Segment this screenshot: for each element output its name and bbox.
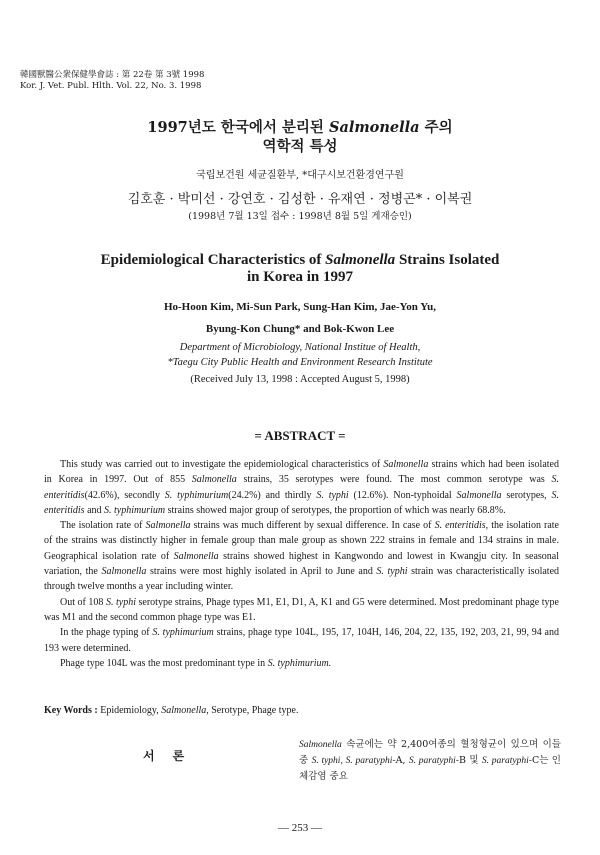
english-authors	[0, 296, 600, 340]
journal-header	[20, 70, 204, 92]
english-affiliation-line2: *Taegu City Public Health and Environment Research Institute	[167, 357, 433, 368]
english-affiliation	[0, 340, 600, 370]
italic-run: S. typhimurium	[152, 627, 214, 639]
abstract-paragraph-3	[44, 595, 559, 626]
key-words-separator: :	[91, 705, 101, 716]
italic-run: S. typhi	[376, 566, 408, 578]
text-run: strain was characteristically isolated through twelve months a year including winter.	[44, 566, 560, 593]
page-number: — 253 —	[278, 822, 322, 834]
introduction-body	[299, 737, 561, 785]
key-words-label: Key Words	[44, 705, 92, 716]
text-run: This study was carried out to investigate the epidemiological characteristics of	[60, 459, 384, 470]
text-run: Serotype, Phage type.	[208, 705, 299, 716]
italic-run: Salmonella	[101, 566, 147, 578]
english-title	[0, 252, 600, 286]
text-run: The isolation rate of	[60, 520, 146, 532]
text-run: strains showed major group of serotypes, the proportion of which was nearly 68.8%.	[165, 504, 506, 516]
english-authors-line1: Ho-Hoon Kim, Mi-Sun Park, Sung-Han Kim, Jae-Yon Yu,	[163, 301, 437, 313]
korean-title-text: 1997년도 한국에서 분리된	[147, 119, 329, 136]
korean-dates: (1998년 7월 13일 접수 : 1998년 8월 5일 게재승인)	[188, 211, 412, 222]
english-title-line1	[0, 252, 600, 269]
italic-run: S. typhi	[105, 596, 136, 608]
italic-run: S. typhimurium	[104, 504, 166, 516]
italic-run: Salmonella	[173, 550, 219, 562]
text-run: strains showed highest in Kangwondo and lowest in Kwangju city. In seasonal variation, the	[44, 550, 559, 578]
text-run: strains which had been isolated in Korea in 1997. Out of 855	[44, 459, 559, 486]
italic-run: S. enteritidis,	[434, 520, 489, 532]
text-run: In the phage typing of	[60, 627, 153, 639]
text-run: and	[84, 504, 105, 516]
text-run: Epidemiology,	[100, 705, 162, 716]
text-run: strains was much different by sexual difference. In case of	[190, 520, 435, 532]
text-run: (24.2%) and thirdly	[228, 489, 317, 501]
korean-title-line2: 역학적 특성	[262, 138, 338, 155]
text-run: strains, phage type 104L, 195, 17, 104H, 146, 204, 22, 135, 192, 203, 21, 99, 94 and 193 were determined.	[44, 627, 559, 654]
abstract-paragraph-1	[44, 457, 559, 518]
korean-title-text-end: 주의	[419, 119, 453, 136]
text-run: (12.6%). Non-typhoidal	[348, 489, 457, 501]
english-title-text: Epidemiological Characteristics of	[100, 252, 326, 268]
english-title-line2: in Korea in 1997	[247, 269, 353, 285]
abstract-paragraph-5	[44, 656, 559, 671]
italic-run: Salmonella	[383, 459, 429, 470]
korean-title	[0, 118, 600, 156]
text-run: the isolation rate of the strains was distinctly higher in female group than male group as shown 222 strains in female and 134 strains in male. Geographical isolation rate of	[44, 520, 559, 562]
italic-run: S. typhi, S. paratyphi	[311, 756, 393, 766]
text-run: strains, 35 serotypes were found. The most common serotype was	[236, 474, 552, 486]
text-run: strains were most highly isolated in April to June and	[146, 566, 377, 578]
italic-run: S. typhi	[316, 489, 349, 501]
text-run: Phage type 104L was the most predominant type in	[60, 657, 268, 669]
italic-run: S. typhimurium	[164, 489, 229, 501]
abstract-body	[44, 457, 559, 671]
english-title-text-end: Strains Isolated	[395, 252, 500, 268]
text-run: (42.6%), secondly	[84, 489, 165, 501]
text-run: -A,	[392, 755, 409, 766]
korean-title-line1	[0, 118, 600, 137]
key-words	[44, 705, 559, 716]
italic-run: S. paratyphi	[408, 756, 456, 766]
text-run: 속균에는 약 2,400여종의 혈청형균이 있으며 이들중	[299, 739, 561, 766]
abstract-heading: = ABSTRACT =	[254, 428, 346, 443]
text-run: -B 및	[455, 755, 482, 766]
korean-title-genus: Salmonella	[328, 119, 420, 136]
korean-affiliation: 국립보건원 세균질환부, *대구시보건환경연구원	[196, 170, 404, 181]
received-dates: (Received July 13, 1998 : Accepted August 5, 1998)	[190, 374, 410, 385]
text-run: Out of 108	[60, 596, 106, 608]
journal-header-korean: 韓國獸醫公衆保健學會誌 : 第 22卷 第 3號 1998	[20, 70, 205, 80]
italic-run: Salmonella	[145, 520, 191, 532]
text-run: -C는 인체감염 중요	[299, 755, 561, 782]
italic-run: S. enteritidis	[44, 474, 559, 501]
journal-header-english: Kor. J. Vet. Publ. Hlth. Vol. 22, No. 3. 1998	[20, 81, 202, 91]
english-affiliation-line1: Department of Microbiology, National Institue of Health,	[179, 342, 421, 353]
introduction-heading: 서론	[143, 749, 203, 763]
abstract-paragraph-2	[44, 518, 559, 594]
italic-run: Salmonella,	[161, 705, 209, 716]
english-title-genus: Salmonella	[325, 252, 396, 268]
italic-run: S. paratyphi	[481, 756, 529, 766]
english-authors-line2: Byung-Kon Chung* and Bok-Kwon Lee	[205, 323, 395, 335]
italic-run: Salmonella	[299, 740, 342, 750]
italic-run: Salmonella	[456, 489, 502, 501]
text-run: serotype strains, Phage types M1, E1, D1, A, K1 and G5 were determined. Most predominant phage type was M1 and the second common phage type was E1.	[44, 596, 559, 623]
abstract-paragraph-4	[44, 625, 559, 656]
italic-run: Salmonella	[191, 474, 237, 486]
italic-run: S. typhimurium.	[267, 657, 332, 669]
korean-authors: 김호훈 · 박미선 · 강연호 · 김성한 · 유재연 · 정병곤* · 이복권	[127, 192, 473, 207]
text-run: serotypes,	[501, 489, 552, 501]
italic-run: S. enteritidis	[44, 489, 559, 516]
